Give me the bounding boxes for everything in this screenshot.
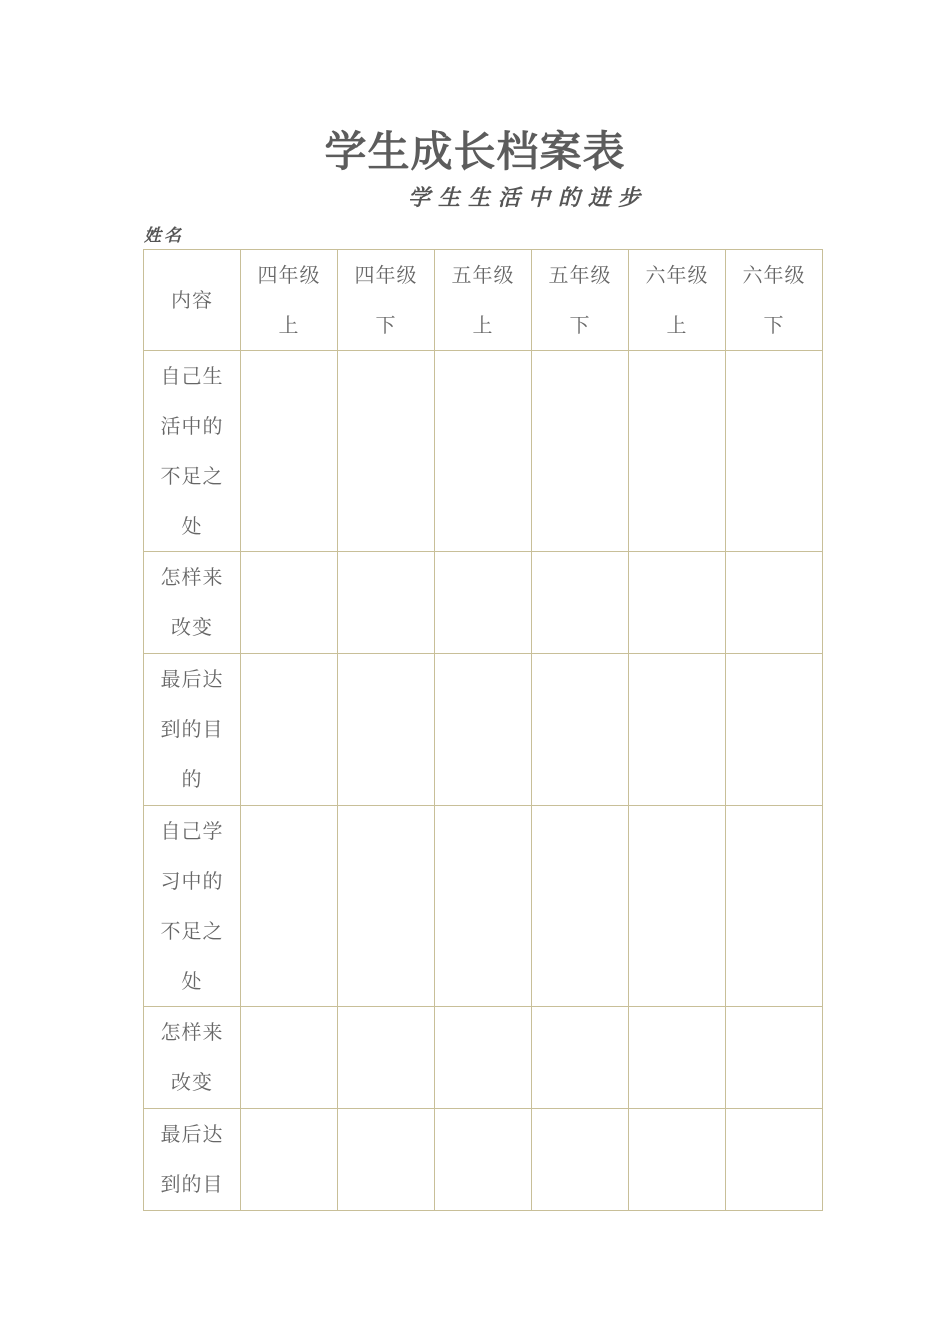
table-cell[interactable] xyxy=(435,806,532,1007)
table-cell[interactable] xyxy=(241,1007,338,1109)
table-cell[interactable] xyxy=(726,552,823,654)
header-cell-grade5-upper: 五年级上 xyxy=(435,250,532,351)
header-cell-grade4-upper: 四年级上 xyxy=(241,250,338,351)
table-cell[interactable] xyxy=(338,654,435,806)
table-cell[interactable] xyxy=(532,1109,629,1211)
table-cell[interactable] xyxy=(435,654,532,806)
page-subtitle: 学生生活中的进步 xyxy=(408,185,649,211)
table-row xyxy=(144,654,823,806)
table-cell[interactable] xyxy=(338,1007,435,1109)
row-label-study-change: 怎样来改变 xyxy=(144,1007,241,1109)
table-row xyxy=(144,806,823,1007)
row-label-life-goal: 最后达到的目的 xyxy=(144,654,241,806)
table-cell[interactable] xyxy=(338,1109,435,1211)
table-cell[interactable] xyxy=(726,1109,823,1211)
table-cell[interactable] xyxy=(726,806,823,1007)
table-row xyxy=(144,552,823,654)
table-cell[interactable] xyxy=(532,351,629,552)
table-cell[interactable] xyxy=(532,654,629,806)
table-cell[interactable] xyxy=(726,654,823,806)
table-cell[interactable] xyxy=(629,1007,726,1109)
table-header-row xyxy=(144,250,823,351)
table-cell[interactable] xyxy=(241,806,338,1007)
table-row xyxy=(144,351,823,552)
row-label-life-shortcomings: 自己生活中的不足之处 xyxy=(144,351,241,552)
table-cell[interactable] xyxy=(241,654,338,806)
table-cell[interactable] xyxy=(726,351,823,552)
page-title: 学生成长档案表 xyxy=(324,127,626,176)
table-cell[interactable] xyxy=(241,552,338,654)
table-cell[interactable] xyxy=(435,351,532,552)
table-row xyxy=(144,1007,823,1109)
table-cell[interactable] xyxy=(338,351,435,552)
table-row xyxy=(144,1109,823,1211)
table-cell[interactable] xyxy=(435,552,532,654)
table-cell[interactable] xyxy=(338,552,435,654)
row-label-study-goal: 最后达到的目 xyxy=(144,1109,241,1211)
row-label-study-shortcomings: 自己学习中的不足之处 xyxy=(144,806,241,1007)
name-label: 姓名 xyxy=(144,226,184,246)
table-cell[interactable] xyxy=(629,351,726,552)
table-cell[interactable] xyxy=(629,552,726,654)
header-cell-grade6-lower: 六年级下 xyxy=(726,250,823,351)
table-cell[interactable] xyxy=(629,806,726,1007)
table-cell[interactable] xyxy=(435,1109,532,1211)
header-cell-content: 内容 xyxy=(144,250,241,351)
table-cell[interactable] xyxy=(435,1007,532,1109)
table-cell[interactable] xyxy=(338,806,435,1007)
table-cell[interactable] xyxy=(629,1109,726,1211)
table-cell[interactable] xyxy=(726,1007,823,1109)
table-cell[interactable] xyxy=(241,351,338,552)
table-cell[interactable] xyxy=(241,1109,338,1211)
table-cell[interactable] xyxy=(532,552,629,654)
table-cell[interactable] xyxy=(532,806,629,1007)
header-cell-grade4-lower: 四年级下 xyxy=(338,250,435,351)
header-cell-grade6-upper: 六年级上 xyxy=(629,250,726,351)
table-cell[interactable] xyxy=(629,654,726,806)
header-cell-grade5-lower: 五年级下 xyxy=(532,250,629,351)
table-cell[interactable] xyxy=(532,1007,629,1109)
row-label-life-change: 怎样来改变 xyxy=(144,552,241,654)
growth-record-table xyxy=(143,249,823,1211)
